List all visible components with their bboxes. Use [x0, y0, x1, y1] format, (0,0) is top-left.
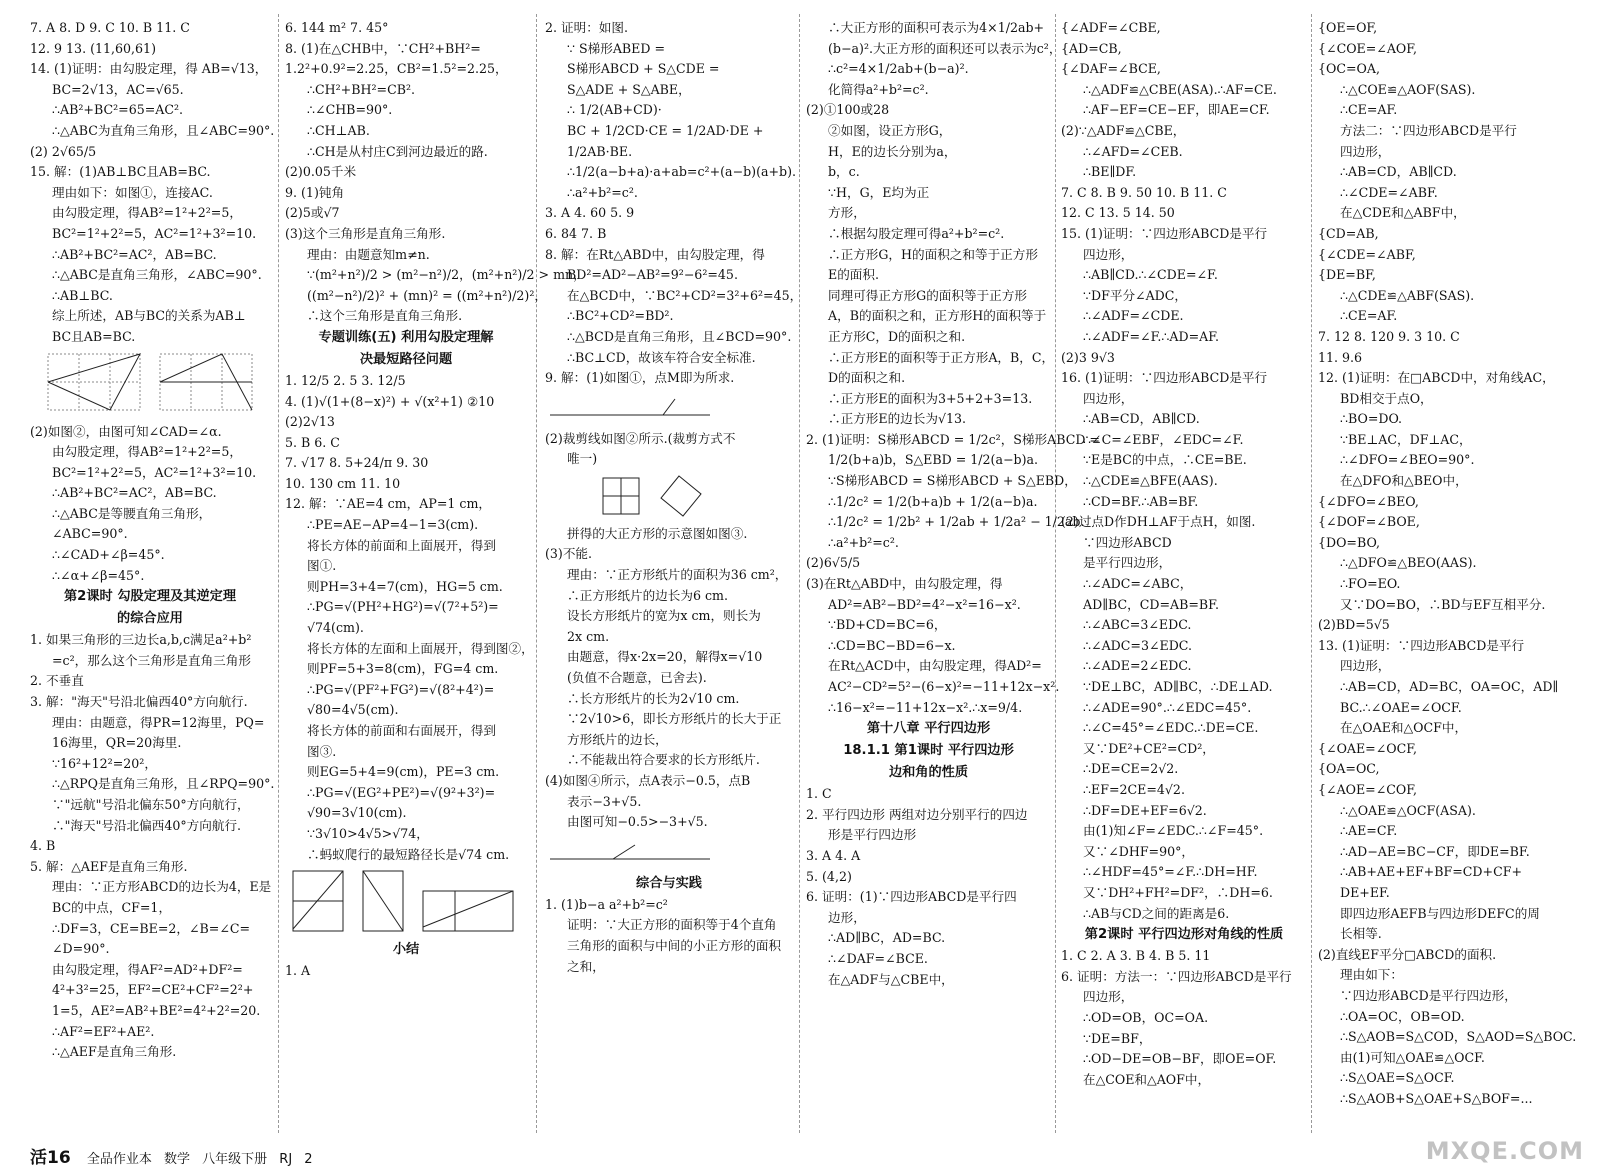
answer-column-3: [545, 18, 803, 977]
answer-line: ∴∠CDE=∠ABF.: [1340, 184, 1438, 200]
answer-line: 12. (1)证明：在□ABCD中，对角线AC，: [1318, 370, 1555, 386]
answer-line: {∠ADF=∠CBE,: [1061, 20, 1161, 35]
answer-line: ∴BE∥DF.: [1083, 164, 1137, 180]
answer-line: ∴蚂蚁爬行的最短路径长是√74 cm.: [307, 846, 510, 862]
grade: 八年级下册: [202, 1152, 268, 1167]
answer-line: ∴∠ABC=3∠EDC.: [1083, 617, 1192, 633]
section-heading: 小结: [392, 942, 420, 958]
answer-line: =c²，那么这个三角形是直角三角形: [52, 652, 251, 668]
answer-line: 5. (4,2): [806, 868, 852, 884]
answer-line: (3)在Rt△ABD中，由勾股定理，得: [806, 576, 1003, 592]
answer-line: 图①.: [307, 558, 337, 574]
answer-line: ∴正方形G，H的面积之和等于正方形: [828, 246, 1038, 262]
section-heading: 边和角的性质: [888, 765, 969, 781]
answer-line: 1=5，AE²=AB²+BE²=4²+2²=20.: [52, 1002, 261, 1018]
answer-line: ∴CH是从村庄C到河边最近的路.: [307, 143, 488, 159]
answer-line: 12. C 13. 5 14. 50: [1061, 205, 1175, 221]
answer-line: 综上所述，AB与BC的关系为AB⊥: [52, 308, 246, 324]
answer-line: 正方形C，D的面积之和.: [828, 328, 966, 344]
answer-line: 在△BCD中，∵BC²+CD²=3²+6²=45，: [567, 287, 803, 303]
answer-line: H，E的边长分别为a，: [828, 143, 957, 159]
answer-line: ∴AB=CD，AB∥CD.: [1340, 164, 1457, 180]
answer-line: ∴正方形E的面积为3+5+2+3=13.: [828, 390, 1033, 406]
answer-line: 4²+3²=25，EF²=CE²+CF²=2²+: [52, 982, 254, 998]
answer-line: 15. 解：(1)AB⊥BC且AB=BC.: [30, 164, 211, 180]
answer-line: ∵2√10>6，即长方形纸片的长大于正: [567, 711, 782, 727]
answer-line: ∴S△OAE=S△OCF.: [1340, 1070, 1455, 1086]
answer-line: {OA=OC,: [1318, 761, 1380, 777]
answer-line: ∴PE=AE−AP=4−1=3(cm).: [307, 517, 479, 533]
answer-line: ∴∠C=45°=∠EDC.∴DE=CE.: [1083, 720, 1259, 736]
answer-line: ∴c²=4×1/2ab+(b−a)².: [828, 61, 969, 77]
answer-line: ∴△AEF是直角三角形.: [52, 1044, 177, 1060]
answer-column-5: [1061, 18, 1307, 1090]
answer-line: BC + 1/2CD·CE = 1/2AD·DE +: [567, 122, 764, 138]
answer-line: 11. 9.6: [1318, 349, 1363, 365]
answer-line: 化简得a²+b²=c².: [828, 81, 929, 97]
answer-line: 1. C 2. A 3. B 4. B 5. 11: [1061, 948, 1211, 964]
answer-line: 方形，: [828, 205, 866, 221]
answer-line: (2)直线EF平分□ABCD的面积.: [1318, 946, 1497, 962]
section-heading: 第2课时 平行四边形对角线的性质: [1084, 927, 1284, 943]
answer-line: 三角形的面积与中间的小正方形的面积: [567, 937, 782, 953]
answer-line: 7. √17 8. 5+24/π 9. 30: [285, 455, 429, 471]
answer-line: ∴CH²+BH²=CB².: [307, 81, 416, 97]
answer-line: (3)这个三角形是直角三角形.: [285, 225, 446, 241]
answer-line: 拼得的大正方形的示意图如图③.: [567, 525, 748, 541]
answer-line: ∴OD=OB，OC=OA.: [1083, 1009, 1209, 1025]
answer-line: 8. (1)在△CHB中，∵CH²+BH²=: [285, 40, 481, 56]
answer-line: 1. 如果三角形的三边长a,b,c满足a²+b²: [30, 632, 252, 648]
answer-line: ∴DF=DE+EF=6√2.: [1083, 802, 1207, 818]
answer-line: ∴△CDE≌△ABF(SAS).: [1340, 287, 1475, 303]
answer-line: ∴16−x²=−11+12x−x².∴x=9/4.: [828, 699, 1023, 715]
answer-line: 9. (1)钝角: [285, 184, 345, 200]
answer-line: 由图可知−0.5>−3+√5.: [567, 814, 708, 830]
answer-line: 5. B 6. C: [285, 434, 340, 450]
answer-line: ∴∠ADC=∠ABC，: [1083, 576, 1193, 592]
answer-line: b，c.: [828, 164, 860, 180]
answer-line: ∵四边形ABCD: [1083, 534, 1172, 550]
answer-line: 1. C: [806, 786, 832, 802]
answer-line: ∴△ABC为直角三角形，且∠ABC=90°.: [52, 122, 275, 138]
answer-line: 方形纸片的边长，: [567, 731, 668, 747]
answer-line: ∵DE=BF，: [1083, 1030, 1152, 1046]
answer-line: ∴AB=CD，AB∥CD.: [1083, 411, 1200, 427]
answer-line: 理由：由题意，得PR=12海里，PQ=: [52, 714, 265, 730]
answer-line: 9. 解：(1)如图①，点M即为所求.: [545, 370, 735, 386]
answer-line: (2)过点D作DH⊥AF于点H，如图.: [1061, 514, 1256, 530]
answer-line: 在△OAE和△OCF中，: [1340, 720, 1468, 736]
answer-line: ∴∠C=∠EBF，∠EDC=∠F.: [1083, 431, 1244, 447]
answer-line: ∴正方形纸片的边长为6 cm.: [567, 587, 728, 603]
answer-line: 4. B: [30, 838, 56, 854]
answer-line: ∴PG=√(EG²+PE²)=√(9²+3²)=: [307, 784, 496, 800]
answer-line: ∴△BCD是直角三角形，且∠BCD=90°.: [567, 328, 792, 344]
answer-line: ∴根据勾股定理可得a²+b²=c².: [828, 225, 1005, 241]
answer-line: ∴∠ADC=3∠EDC.: [1083, 637, 1192, 653]
answer-line: ∴DF=3，CE=BE=2，∠B=∠C=: [52, 920, 251, 936]
number-line-figure: [545, 391, 715, 427]
answer-line: BC²=1²+2²=5，AC²=1²+3²=10.: [52, 464, 257, 480]
answer-line: 将长方体的左面和上面展开，得到图②，: [307, 640, 534, 656]
answer-line: ∴△ABC是直角三角形，∠ABC=90°.: [52, 267, 262, 283]
answer-line: 7. C 8. B 9. 50 10. B 11. C: [1061, 184, 1227, 200]
answer-line: 则PF=5+3=8(cm)，FG=4 cm.: [307, 661, 499, 677]
answer-line: ∴∠ADF=∠F.∴AD=AF.: [1083, 328, 1220, 344]
answer-line: ∴AB与CD之间的距离是6.: [1083, 905, 1230, 921]
answer-line: BC=2√13，AC=√65.: [52, 81, 184, 97]
cuboid-unfold-figure: [285, 867, 520, 937]
answer-line: (2)∵△ADF≌△CBE，: [1061, 122, 1186, 138]
answer-line: ∴S△AOB+S△OAE+S△BOF=...: [1340, 1090, 1533, 1106]
answer-line: ∴AB+AE+EF+BF=CD+CF+: [1340, 864, 1522, 880]
answer-line: AC²−CD²=5²−(6−x)²=−11+12x−x².: [828, 679, 1060, 694]
answer-line: ∴AD−AE=BC−CF，即DE=BF.: [1340, 843, 1530, 859]
answer-line: {∠DOF=∠BOE,: [1318, 514, 1420, 530]
answer-line: ∵3√10>4√5>√74，: [307, 825, 429, 841]
answer-line: (2)2√13: [285, 414, 335, 430]
answer-line: ∴∠AFD=∠CEB.: [1083, 143, 1183, 159]
answer-line: BC的中点，CF=1，: [52, 899, 172, 915]
answer-line: 3. 解："海天"号沿北偏西40°方向航行.: [30, 694, 248, 710]
answer-line: 在Rt△ACD中，由勾股定理，得AD²=: [828, 658, 1042, 674]
answer-line: ∴AD∥BC，AD=BC.: [828, 930, 946, 946]
book-title: 全品作业本: [86, 1152, 152, 1167]
answer-line: ∴△ADF≌△CBE(ASA).∴AF=CE.: [1083, 81, 1277, 97]
answer-line: 12. 解：∵AE=4 cm，AP=1 cm，: [285, 496, 491, 512]
answer-line: 理由：由题意知m≠n.: [307, 246, 430, 262]
answer-line: 14. (1)证明：由勾股定理，得 AB=√13，: [30, 61, 268, 77]
answer-line: 10. 130 cm 11. 10: [285, 475, 401, 491]
answer-line: {OC=OA,: [1318, 61, 1380, 77]
answer-line: 由题意，得x·2x=20，解得x=√10: [567, 649, 763, 665]
page-footer: [30, 1143, 321, 1168]
answer-line: BD²=AD²−AB²=9²−6²=45.: [567, 267, 738, 283]
answer-line: ∴∠HDF=45°=∠F.∴DH=HF.: [1083, 864, 1258, 880]
answer-line: ∴FO=EO.: [1340, 576, 1401, 592]
answer-line: 四边形，: [1083, 246, 1134, 262]
answer-line: 7. 12 8. 120 9. 3 10. C: [1318, 328, 1460, 344]
answer-line: ∴AB∥CD.∴∠CDE=∠F.: [1083, 267, 1218, 283]
answer-line: 又∵DH²+FH²=DF²，∴DH=6.: [1083, 884, 1273, 900]
answer-line: {OE=OF,: [1318, 20, 1378, 35]
answer-line: 边形，: [828, 909, 866, 925]
answer-line: {∠DAF=∠BCE,: [1061, 61, 1161, 77]
answer-line: 即四边形AEFB与四边形DEFC的周: [1340, 905, 1540, 921]
answer-line: (2)①100或28: [806, 102, 890, 118]
answer-line: ∵S梯形ABCD = S梯形ABCD + S△EBD，: [828, 473, 1077, 489]
answer-line: ∴正方形E的边长为√13.: [828, 411, 966, 427]
answer-line: ∴∠ADF=∠CDE.: [1083, 308, 1184, 324]
answer-line: ∴这个三角形是直角三角形.: [307, 308, 463, 324]
answer-line: 2. (1)证明：S梯形ABCD = 1/2c²，S梯形ABCD =: [806, 431, 1100, 447]
watermark-logo: MXQE.COM: [1425, 1137, 1584, 1165]
answer-line: ∴OD−DE=OB−BF，即OE=OF.: [1083, 1051, 1277, 1067]
answer-line: 理由如下：: [1340, 967, 1403, 983]
answer-line: 四边形，: [1083, 989, 1134, 1005]
answer-line: 在△COE和△AOF中，: [1083, 1071, 1211, 1087]
answer-line: ∴PG=√(PF²+FG²)=√(8²+4²)=: [307, 681, 495, 697]
answer-line: ∴△COE≌△AOF(SAS).: [1340, 81, 1476, 97]
answer-line: (2)6√5/5: [806, 555, 861, 571]
answer-line: {DE=BF,: [1318, 267, 1376, 283]
answer-line: ((m²−n²)/2)² + (mn)² = ((m²+n²)/2)²，: [307, 287, 547, 303]
answer-line: √74(cm).: [307, 620, 364, 636]
answer-line: {∠OAE=∠OCF,: [1318, 740, 1418, 756]
answer-line: {∠AOE=∠COF,: [1318, 781, 1418, 797]
answer-line: ∴△ABC是等腰直角三角形，: [52, 505, 212, 521]
answer-line: BC且AB=BC.: [52, 328, 136, 344]
answer-line: 4. (1)√(1+(8−x)²) + √(x²+1) ②10: [285, 393, 495, 409]
answer-line: ∴BC²+CD²=BD².: [567, 308, 674, 324]
answer-line: (4)如图④所示，点A表示−0.5，点B: [545, 773, 751, 788]
answer-line: 理由：∵正方形ABCD的边长为4，E是: [52, 879, 272, 895]
answer-line: ∴CD=BF.∴AB=BF.: [1083, 493, 1199, 509]
answer-line: ∴不能裁出符合要求的长方形纸片.: [567, 752, 760, 768]
answer-line: (负值不合题意，已舍去).: [567, 670, 707, 686]
answer-line: ∴∠ADE=90°.∴∠EDC=45°.: [1083, 699, 1252, 715]
answer-line: ∴∠CAD+∠β=45°.: [52, 547, 165, 563]
section-heading: 第2课时 勾股定理及其逆定理: [63, 589, 237, 605]
answer-line: 表示−3+√5.: [567, 793, 642, 809]
answer-line: 2x cm.: [567, 628, 610, 644]
answer-line: 同理可得正方形G的面积等于正方形: [828, 287, 1027, 303]
answer-line: √90=3√10(cm).: [307, 805, 407, 821]
answer-line: ∴∠CHB=90°.: [307, 102, 393, 118]
answer-line: 由勾股定理，得AB²=1²+2²=5，: [52, 444, 242, 460]
answer-line: 将长方体的前面和右面展开，得到: [307, 723, 496, 738]
section-heading: 决最短路径问题: [359, 351, 453, 367]
answer-line: 1. A: [285, 963, 311, 979]
answer-line: 将长方体的前面和上面展开，得到: [307, 537, 496, 553]
answer-line: {DO=BO,: [1318, 534, 1381, 550]
section-heading: 第十八章 平行四边形: [866, 721, 991, 737]
answer-line: ∴△CDE≌△BFE(AAS).: [1083, 473, 1218, 489]
answer-line: BD相交于点O，: [1340, 390, 1433, 406]
edition: RJ: [279, 1152, 293, 1167]
answer-line: 又∵DE²+CE²=CD²，: [1083, 740, 1215, 756]
answer-line: ∴AB⊥BC.: [52, 287, 113, 303]
answer-line: ∠ABC=90°.: [52, 526, 128, 542]
answer-line: ∠D=90°.: [52, 941, 110, 957]
answer-line: 在△CDE和△ABF中，: [1340, 205, 1466, 221]
section-heading: 综合与实践: [636, 875, 702, 891]
answer-line: 长相等.: [1340, 926, 1382, 942]
answer-line: ∴AB²+BC²=AC²，AB=BC.: [52, 485, 217, 501]
answer-line: 之和，: [567, 958, 605, 974]
answer-line: 16海里，QR=20海里.: [52, 735, 182, 751]
answer-line: 证明：∵大正方形的面积等于4个直角: [567, 917, 777, 933]
answer-line: 16. (1)证明：∵四边形ABCD是平行: [1061, 370, 1268, 386]
answer-line: 13. (1)证明：∵四边形ABCD是平行: [1318, 637, 1525, 653]
answer-line: 设长方形纸片的宽为x cm，则长为: [567, 608, 761, 624]
answer-line: ∴EF=2CE=4√2.: [1083, 781, 1185, 797]
answer-line: D的面积之和.: [828, 370, 906, 386]
answer-line: ∵H，G，E均为正: [828, 184, 930, 200]
answer-line: ∴AB²+BC²=AC²，AB=BC.: [52, 246, 217, 262]
answer-line: ∴AB=CD，AD=BC，OA=OC，AD∥: [1340, 679, 1559, 694]
section-heading: 的综合应用: [117, 611, 183, 627]
answer-line: 图③.: [307, 743, 337, 759]
answer-line: 6. 证明：(1)∵四边形ABCD是平行四: [806, 889, 1017, 905]
answer-line: AD²=AB²−BD²=4²−x²=16−x².: [828, 596, 1021, 612]
grid-figure: [30, 350, 265, 420]
answer-line: 2. 证明：如图.: [545, 20, 628, 35]
answer-line: {CD=AB,: [1318, 225, 1379, 241]
answer-line: ∴△DFO≌△BEO(AAS).: [1340, 555, 1477, 571]
answer-line: 四边形，: [1083, 390, 1134, 406]
answer-line: 1/2AB·BE.: [567, 143, 633, 159]
answer-line: 是平行四边形，: [1083, 555, 1172, 571]
answer-line: 1.2²+0.9²=2.25，CB²=1.5²=2.25，: [285, 61, 508, 77]
answer-line: ∵四边形ABCD是平行四边形，: [1340, 987, 1517, 1003]
edition-num: 2: [304, 1152, 313, 1167]
answer-line: 方法二：∵四边形ABCD是平行: [1340, 122, 1517, 138]
answer-line: E的面积.: [828, 267, 879, 283]
answer-line: 1/2(b+a)b，S△EBD = 1/2(a−b)a.: [828, 452, 1039, 468]
answer-line: ∴BO=DO.: [1340, 411, 1403, 427]
answer-line: ∵BE⊥AC，DF⊥AC，: [1340, 431, 1472, 447]
answer-line: 由(1)知∠F=∠EDC.∴∠F=45°.: [1083, 823, 1264, 839]
answer-line: 由(1)可知△OAE≌△OCF.: [1340, 1049, 1485, 1065]
answer-line: 12. 9 13. (11,60,61): [30, 40, 156, 56]
answer-line: 1. 12/5 2. 5 3. 12/5: [285, 372, 406, 388]
answer-line: ∴CD=BC−BD=6−x.: [828, 637, 956, 653]
answer-line: ∴长方形纸片的长为2√10 cm.: [567, 690, 740, 706]
answer-line: ②如图，设正方形G，: [828, 122, 952, 138]
answer-line: ∴a²+b²=c².: [828, 534, 899, 550]
answer-line: 1. (1)b−a a²+b²=c²: [545, 896, 668, 912]
answer-line: (b−a)².大正方形的面积还可以表示为c²，: [828, 40, 1062, 56]
answer-line: 2. 不垂直: [30, 673, 84, 689]
answer-line: 15. (1)证明：∵四边形ABCD是平行: [1061, 225, 1268, 241]
answer-line: 在△DFO和△BEO中，: [1340, 473, 1468, 489]
answer-line: 在△ADF与△CBE中，: [828, 971, 954, 987]
answer-line: {AD=CB,: [1061, 40, 1122, 56]
subject: 数学: [163, 1152, 190, 1167]
answer-line: ∴∠α+∠β=45°.: [52, 567, 145, 583]
answer-line: (3)不能.: [545, 546, 593, 562]
answer-line: 由勾股定理，得AB²=1²+2²=5，: [52, 205, 242, 221]
answer-line: ∴AE=CF.: [1340, 823, 1398, 839]
answer-line: ∵DE⊥BC，AD∥BC，∴DE⊥AD.: [1083, 679, 1273, 694]
page-label: 活16: [30, 1148, 71, 1168]
answer-line: (2)5或√7: [285, 205, 340, 221]
answer-line: ∴1/2c² = 1/2(b+a)b + 1/2(a−b)a.: [828, 493, 1038, 509]
answer-line: ∵ S梯形ABED =: [567, 40, 666, 56]
answer-line: ∴a²+b²=c².: [567, 184, 638, 200]
section-heading: 18.1.1 第1课时 平行四边形: [843, 743, 1014, 759]
answer-line: ∴CH⊥AB.: [307, 122, 370, 138]
answer-line: ∴∠ADE=2∠EDC.: [1083, 658, 1192, 674]
answer-line: ∴ 1/2(AB+CD)·: [567, 102, 662, 118]
answer-line: (2)如图②，由图可知∠CAD=∠α.: [30, 423, 222, 439]
answer-line: {∠DFO=∠BEO,: [1318, 493, 1419, 509]
answer-line: 又∵DO=BO，∴BD与EF互相平分.: [1340, 596, 1546, 612]
answer-line: ∴S△AOB=S△COD，S△AOD=S△BOC.: [1340, 1029, 1577, 1045]
answer-line: ∴"海天"号沿北偏西40°方向航行.: [52, 817, 242, 833]
square-cut-figure: [545, 472, 715, 522]
answer-line: AD∥BC，CD=AB=BF.: [1083, 596, 1219, 612]
answer-line: ∴AF−EF=CE−EF，即AE=CF.: [1083, 102, 1270, 118]
answer-line: 5. 解：△AEF是直角三角形.: [30, 858, 188, 874]
answer-line: ∴正方形E的面积等于正方形A，B，C，: [828, 349, 1055, 365]
answer-line: 6. 证明：方法一：∵四边形ABCD是平行: [1061, 968, 1292, 984]
answer-line: ∵E是BC的中点，∴CE=BE.: [1083, 452, 1247, 468]
answer-line: {∠CDE=∠ABF,: [1318, 246, 1416, 262]
answer-line: ∴OA=OC，OB=OD.: [1340, 1008, 1465, 1024]
answer-line: 3. A 4. A: [806, 847, 861, 863]
answer-line: ∴∠DFO=∠BEO=90°.: [1340, 452, 1475, 468]
answer-line: 四边形，: [1340, 143, 1391, 159]
answer-line: ∴AB²+BC²=65=AC².: [52, 102, 184, 118]
answer-line: 由勾股定理，得AF²=AD²+DF²=: [52, 961, 243, 977]
answer-line: 四边形，: [1340, 658, 1391, 674]
answer-line: BC²=1²+2²=5，AC²=1²+3²=10.: [52, 225, 257, 241]
answer-line: ∵DF平分∠ADC，: [1083, 287, 1188, 303]
answer-line: ∴BC⊥CD，故该车符合安全标准.: [567, 349, 756, 365]
answer-line: ∴△OAE≌△OCF(ASA).: [1340, 802, 1476, 818]
answer-line: 6. 144 m² 7. 45°: [285, 20, 389, 35]
answer-line: BC.∴∠OAE=∠OCF.: [1340, 699, 1462, 715]
answer-line: 理由：∵正方形纸片的面积为36 cm²，: [567, 567, 788, 583]
answer-line: 理由如下：如图①，连接AC.: [52, 184, 213, 200]
number-line-figure: [545, 835, 715, 871]
answer-column-1: [30, 18, 275, 1063]
answer-line: ∴PG=√(PH²+HG²)=√(7²+5²)=: [307, 599, 499, 615]
answer-line: ∵"远航"号沿北偏东50°方向航行，: [52, 797, 250, 812]
answer-line: 2. 平行四边形 两组对边分别平行的四边: [806, 806, 1028, 822]
answer-line: (2)3 9√3: [1061, 349, 1115, 365]
answer-line: ∵BD+CD=BC=6，: [828, 617, 947, 633]
answer-line: A，B的面积之和，正方形H的面积等于: [828, 308, 1047, 324]
answer-line: 则EG=5+4=9(cm)，PE=3 cm.: [307, 764, 500, 780]
answer-line: ∵(m²+n²)/2 > (m²−n²)/2，(m²+n²)/2 > mn，: [307, 267, 586, 283]
answer-line: ∴△RPQ是直角三角形，且∠RPQ=90°.: [52, 776, 275, 792]
answer-line: (2) 2√65/5: [30, 143, 97, 159]
answer-line: 形是平行四边形: [828, 827, 917, 843]
answer-line: (2)0.05千米: [285, 164, 357, 180]
answer-column-6: [1318, 18, 1580, 1109]
answer-line: 3. A 4. 60 5. 9: [545, 205, 635, 221]
answer-line: ∴1/2(a−b+a)·a+ab=c²+(a−b)(a+b).: [567, 164, 797, 180]
answer-line: 又∵∠DHF=90°，: [1083, 843, 1195, 859]
answer-line: ∴∠DAF=∠BCE.: [828, 950, 928, 966]
answer-line: ∵16²+12²=20²，: [52, 755, 157, 771]
answer-line: √80=4√5(cm).: [307, 702, 399, 718]
answer-line: S梯形ABCD + S△CDE =: [567, 61, 720, 77]
answer-line: ∴DE=CE=2√2.: [1083, 761, 1179, 777]
answer-line: 7. A 8. D 9. C 10. B 11. C: [30, 20, 190, 35]
answer-line: ∴CE=AF.: [1340, 308, 1398, 324]
answer-line: 6. 84 7. B: [545, 225, 607, 241]
answer-line: 则PH=3+4=7(cm)，HG=5 cm.: [307, 578, 503, 594]
answer-line: S△ADE + S△ABE，: [567, 81, 691, 97]
answer-line: (2)裁剪线如图②所示.(裁剪方式不: [545, 430, 736, 446]
answer-line: ∴CE=AF.: [1340, 102, 1398, 118]
answer-line: DE+EF.: [1340, 884, 1390, 900]
section-heading: 专题训练(五) 利用勾股定理解: [318, 329, 494, 345]
answer-line: ∴1/2c² = 1/2b² + 1/2ab + 1/2a² − 1/2ab.: [828, 514, 1085, 530]
answer-line: (2)BD=5√5: [1318, 617, 1390, 633]
answer-line: ∴AF²=EF²+AE².: [52, 1023, 155, 1039]
answer-line: 唯一): [567, 451, 598, 467]
answer-line: 8. 解：在Rt△ABD中，由勾股定理，得: [545, 246, 765, 262]
answer-line: {∠COE=∠AOF,: [1318, 40, 1418, 56]
answer-line: ∴大正方形的面积可表示为4×1/2ab+: [828, 20, 1045, 35]
